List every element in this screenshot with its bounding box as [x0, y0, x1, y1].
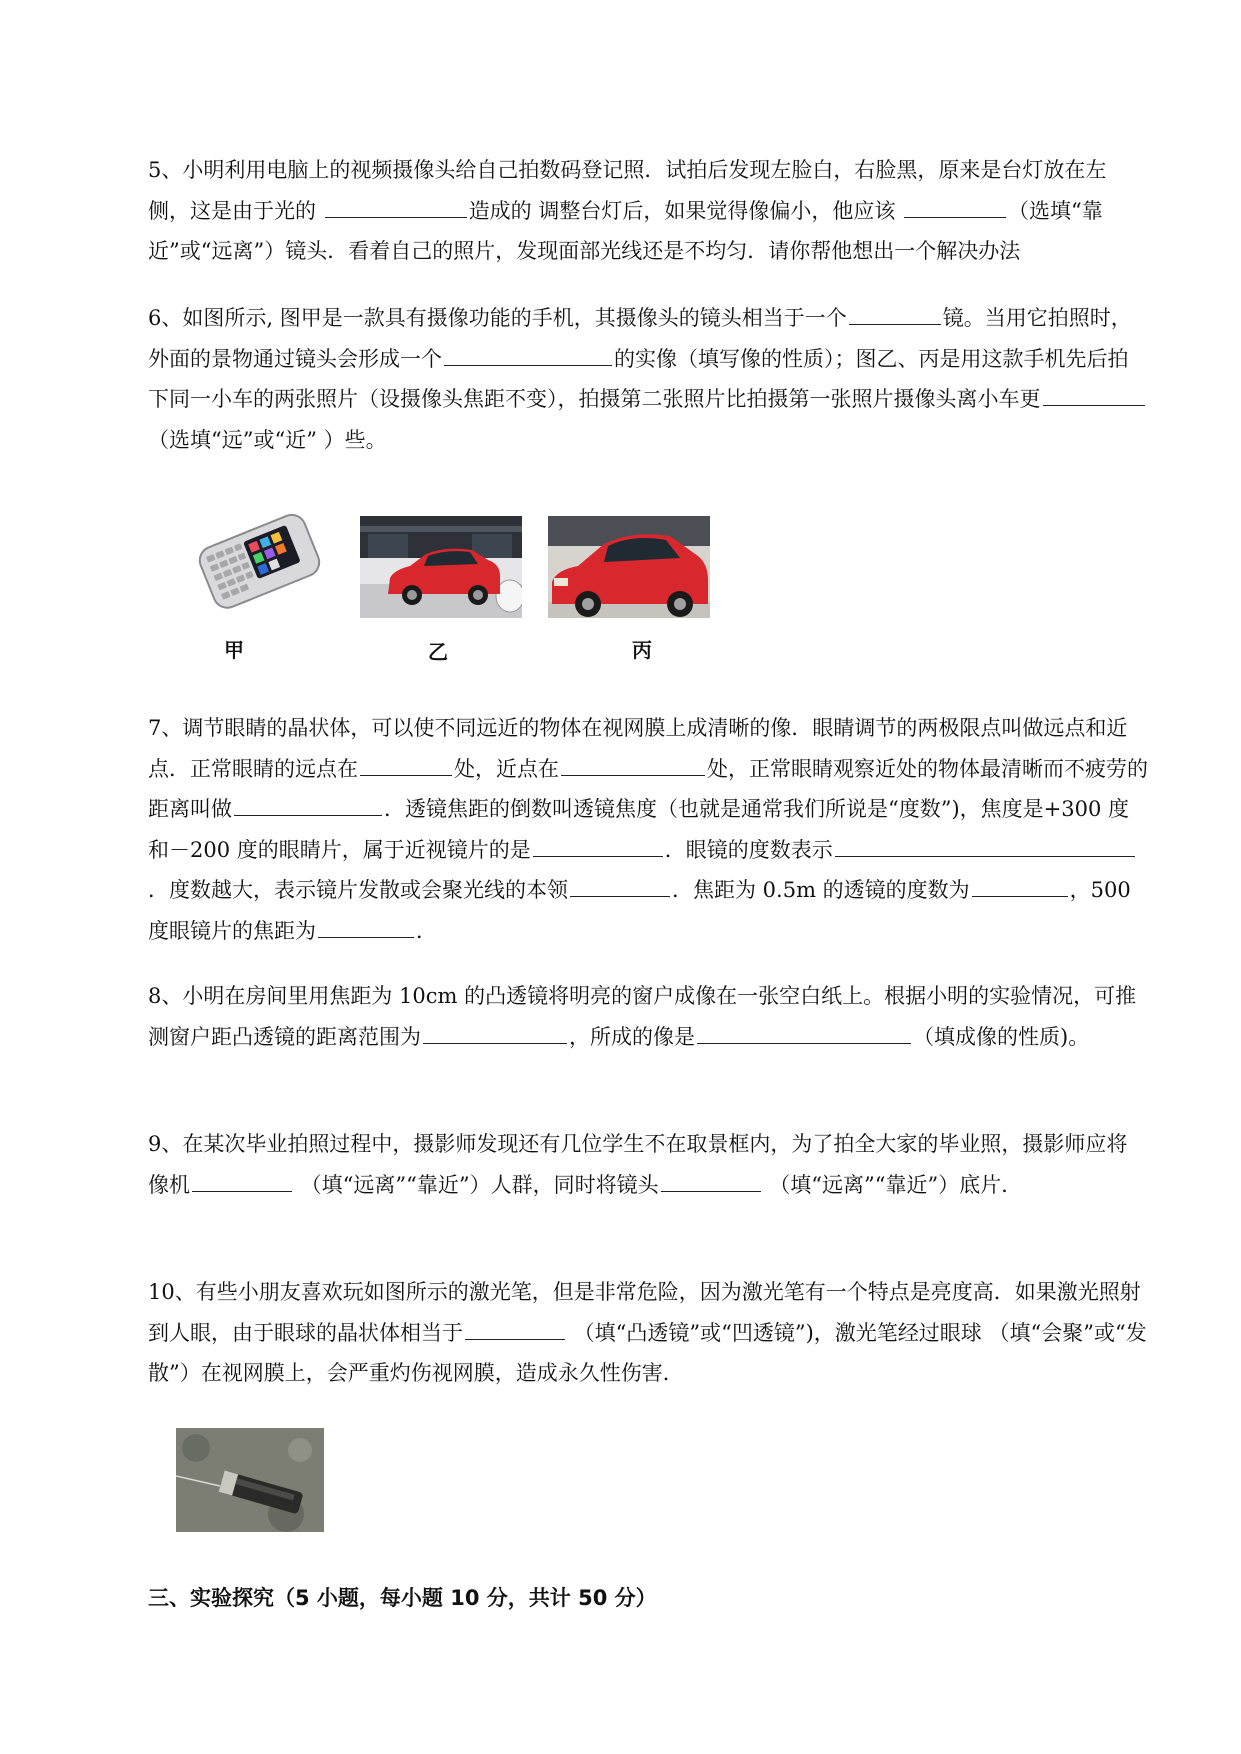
- q5-text-2: 造成的 调整台灯后，如果觉得像偏小，他应该: [468, 198, 903, 223]
- question-7: [148, 708, 1148, 951]
- question-5: [148, 150, 1148, 272]
- q7-blank-degree-meaning[interactable]: [835, 834, 1135, 857]
- q8-text-3: （填成像的性质)。: [913, 1024, 1090, 1049]
- question-8: [148, 976, 1148, 1057]
- q10-text-1: 10、有些小朋友喜欢玩如图所示的激光笔，但是非常危险，因为激光笔有一个特点是亮度高．如果激光照射到人眼，由于眼球的晶状体相当于: [148, 1280, 1141, 1345]
- laser-pen-image: [176, 1428, 324, 1536]
- q9-text-3: （填“远离”“靠近”）底片．: [762, 1172, 1023, 1197]
- phone-image: [190, 508, 326, 622]
- q5-text-1: 5、小明利用电脑上的视频摄像头给自己拍数码登记照．试拍后发现左脸白，右脸黑，原来是台灯放在左侧，这是由于光的: [148, 158, 1107, 223]
- section-3-heading: 三、实验探究（5 小题，每小题 10 分，共计 50 分）: [148, 1586, 657, 1610]
- q7-blank-ability[interactable]: [570, 874, 670, 897]
- q6-text-4: （选填“远”或“近” ）些。: [148, 427, 387, 452]
- q7-text-8: ，500 度眼镜片的焦距为: [148, 878, 1131, 943]
- q6-text-3: 的实像（填写像的性质）；图乙、丙是用这款手机先后拍下同一小车的两张照片（设摄像头焦距不变），拍摄第二张照片比拍摄第一张照片摄像头离小车更: [148, 346, 1129, 411]
- q7-blank-myopia-lens[interactable]: [533, 834, 663, 857]
- q7-text-6: ．度数越大，表示镜片发散或会聚光线的本领: [148, 878, 568, 902]
- q6-blank-1[interactable]: [849, 302, 941, 325]
- q6-blank-3[interactable]: [1043, 383, 1145, 406]
- q7-text-3: 处，正常眼睛观察近处的物体最清晰而不疲劳的距离叫做: [148, 756, 1148, 821]
- car-photo-bing: [548, 516, 710, 622]
- question-9: [148, 1124, 1148, 1205]
- q7-text-2: 处，近点在: [454, 756, 559, 781]
- q6-text-1: 6、如图所示, 图甲是一款具有摄像功能的手机，其摄像头的镜头相当于一个: [148, 306, 847, 330]
- q5-blank-2[interactable]: [904, 195, 1006, 218]
- figure-label-jia: 甲: [224, 638, 244, 662]
- q7-blank-degree[interactable]: [972, 874, 1068, 897]
- q5-text-3: （选填“靠近”或“远离”）镜头．看着自己的照片，发现面部光线还是不均匀．请你帮他想出一个解决办法: [148, 198, 1103, 263]
- q7-blank-near-point[interactable]: [561, 753, 705, 776]
- q8-text-2: ，所成的像是: [569, 1024, 695, 1049]
- q8-blank-image[interactable]: [697, 1021, 911, 1044]
- q8-text-1: 8、小明在房间里用焦距为 10cm 的凸透镜将明亮的窗户成像在一张空白纸上。根据小明的实验情况，可推测窗户距凸透镜的距离范围为: [148, 984, 1137, 1049]
- q8-blank-range[interactable]: [423, 1021, 567, 1044]
- q7-text-1: 7、调节眼睛的晶状体，可以使不同远近的物体在视网膜上成清晰的像．眼睛调节的两极限点叫做远点和近点．正常眼睛的远点在: [148, 716, 1128, 781]
- q9-text-2: （填“远离”“靠近”）人群，同时将镜头: [294, 1172, 659, 1197]
- q10-text-2: （填“凸透镜”或“凹透镜”)，激光笔经过眼球 （填“会聚”或“发散”）在视网膜上，会严重灼伤视网膜，造成永久性伤害．: [148, 1320, 1147, 1385]
- q7-blank-focal-length[interactable]: [318, 915, 414, 938]
- q9-blank-camera[interactable]: [192, 1169, 292, 1192]
- q7-text-4: ．透镜焦距的倒数叫透镜焦度（也就是通常我们所说是“度数”)，焦度是+300 度和－200 度的眼睛片，属于近视镜片的是: [148, 797, 1130, 862]
- q7-text-9: ．: [416, 918, 437, 943]
- figure-label-bing: 丙: [632, 638, 652, 662]
- question-6: [148, 298, 1148, 460]
- figure-label-yi: 乙: [428, 640, 448, 664]
- car-photo-yi: [360, 516, 522, 622]
- q7-text-5: ．眼镜的度数表示: [664, 837, 833, 862]
- q6-blank-2[interactable]: [444, 343, 612, 366]
- q9-text-1: 9、在某次毕业拍照过程中，摄影师发现还有几位学生不在取景框内，为了拍全大家的毕业照，摄影师应将像机: [148, 1132, 1128, 1197]
- q7-text-7: ．焦距为 0.5m 的透镜的度数为: [672, 878, 970, 902]
- question-10: [148, 1272, 1148, 1394]
- q7-blank-distance[interactable]: [234, 793, 382, 816]
- q7-blank-far-point[interactable]: [360, 753, 452, 776]
- q10-blank-lens-type[interactable]: [465, 1317, 565, 1340]
- q6-text-2: 镜。当用它拍照时，外面的景物通过镜头会形成一个: [148, 306, 1132, 371]
- q5-blank-1[interactable]: [325, 195, 467, 218]
- q9-blank-lens[interactable]: [661, 1169, 761, 1192]
